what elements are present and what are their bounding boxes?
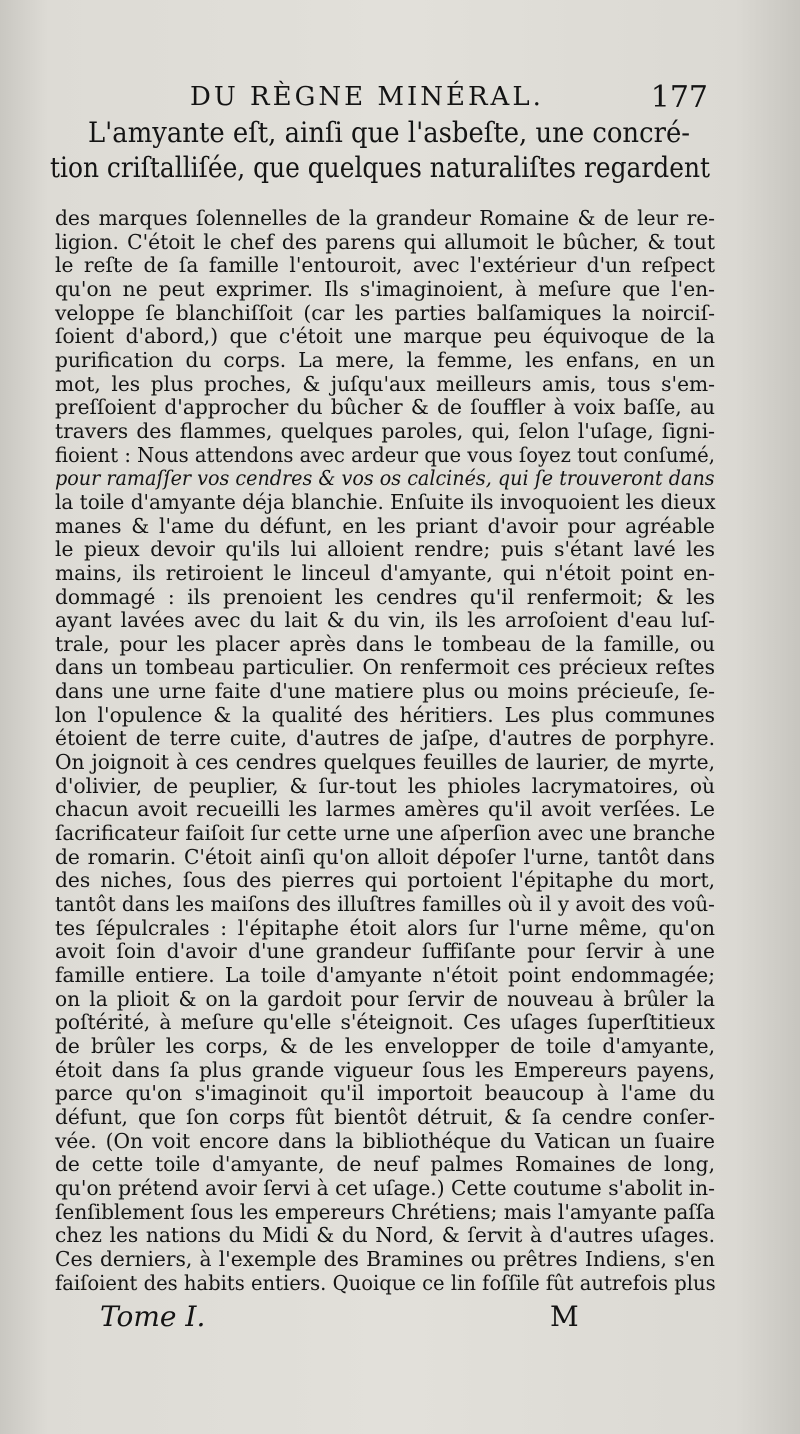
page-number: 177 — [650, 80, 708, 115]
text-line: d'olivier, de peuplier, & ſur-tout les phioles lacrymatoires, où — [55, 773, 715, 798]
text-line: qu'on prétend avoir ſervi à cet uſage.) Cette coutume s'abolit in- — [55, 1175, 715, 1200]
text-line: la toile d'amyante déja blanchie. Enſuite ils invoquoient les dieux — [55, 489, 716, 514]
text-line: mot, les plus proches, & juſqu'aux meilleurs amis, tous s'em- — [55, 371, 715, 396]
text-line: ſoient d'abord,) que c'étoit une marque peu équivoque de la — [55, 324, 715, 349]
text-line: famille entiere. La toile d'amyante n'étoit point endommagée; — [55, 963, 715, 987]
page-footer — [100, 1300, 600, 1340]
overlay-line: L'amyante eſt, ainſi que l'asbeſte, une concré- — [88, 116, 691, 149]
text-line: On joignoit à ces cendres quelques feuilles de laurier, de myrte, — [55, 750, 715, 775]
text-line: travers des flammes, quelques paroles, qui, ſelon l'uſage, ſigni- — [55, 418, 715, 443]
text-line: ſacrificateur faiſoit ſur cette urne une aſperſion avec une branche — [55, 821, 716, 846]
text-line: avoit ſoin d'avoir d'une grandeur ſuffiſante pour ſervir à une — [55, 939, 715, 964]
volume-label: Tome I. — [100, 1300, 206, 1333]
text-line: dans une urne faite d'une matiere plus ou moins précieuſe, ſe- — [55, 679, 715, 704]
text-line: de cette toile d'amyante, de neuf palmes Romaines de long, — [55, 1152, 715, 1177]
text-line: poſtérité, à meſure qu'elle s'éteignoit. Ces uſages ſuperſtitieux — [55, 1010, 715, 1035]
text-line: ſenſiblement ſous les empereurs Chrétiens; mais l'amyante paſſa — [55, 1199, 716, 1224]
text-line: étoient de terre cuite, d'autres de jaſpe, d'autres de porphyre. — [55, 726, 715, 751]
text-line: vée. (On voit encore dans la bibliothéque du Vatican un ſuaire — [55, 1128, 715, 1153]
text-line: lon l'opulence & la qualité des héritiers. Les plus communes — [55, 702, 715, 727]
text-line: le pieux devoir qu'ils lui alloient rendre; puis s'étant lavé les — [55, 537, 715, 562]
text-line: chez les nations du Midi & du Nord, & ſervit à d'autres uſages. — [55, 1223, 715, 1248]
signature-mark: M — [550, 1300, 579, 1333]
running-title: DU RÈGNE MINÉRAL. — [190, 82, 544, 112]
text-line: tantôt dans les maiſons des illuſtres familles où il y avoit des voû- — [55, 892, 715, 917]
text-line: faiſoient des habits entiers. Quoique ce lin foſſile fût autrefois plus — [55, 1270, 716, 1295]
text-line: purification du corps. La mere, la femme, les enfans, en un — [55, 347, 715, 372]
text-line: pour ramaſſer vos cendres & vos os calcinés, qui ſe trouveront dans — [55, 466, 715, 491]
text-line: étoit dans ſa plus grande vigueur ſous les Empereurs payens, — [55, 1057, 715, 1082]
text-line: le reſte de ſa famille l'entouroit, avec l'extérieur d'un reſpect — [55, 253, 715, 278]
text-line: manes & l'ame du défunt, en les priant d'avoir pour agréable — [55, 513, 715, 538]
text-line: mains, ils retiroient le linceul d'amyante, qui n'étoit point en- — [55, 560, 715, 585]
body-text — [55, 207, 715, 1295]
text-line: de romarin. C'étoit ainſi qu'on alloit dépoſer l'urne, tantôt dans — [55, 844, 715, 869]
text-line: qu'on ne peut exprimer. Ils s'imaginoient, à meſure que l'en- — [55, 276, 715, 301]
text-line: veloppe ſe blanchiſſoit (car les parties balſamiques la noirciſ- — [55, 300, 715, 325]
overlay-line: tion criſtalliſée, que quelques naturaliſtes regardent — [50, 151, 710, 184]
text-line: preſſoient d'approcher du bûcher & de ſouffler à voix baſſe, au — [55, 395, 715, 420]
text-line: des niches, ſous des pierres qui portoient l'épitaphe du mort, — [55, 868, 715, 893]
text-line: de brûler les corps, & de les envelopper de toile d'amyante, — [55, 1033, 715, 1058]
text-line: ligion. C'étoit le chef des parens qui allumoit le bûcher, & tout — [55, 229, 715, 254]
text-line: trale, pour les placer après dans le tombeau de la famille, ou — [55, 631, 715, 656]
text-line: dommagé : ils prenoient les cendres qu'il renfermoit; & les — [55, 584, 715, 609]
text-line: des marques ſolennelles de la grandeur Romaine & de leur re- — [55, 206, 715, 230]
text-line: dans un tombeau particulier. On renfermoit ces précieux reſtes — [55, 655, 715, 680]
text-line: fioient : Nous attendons avec ardeur que vous ſoyez tout conſumé, — [55, 442, 715, 467]
text-line: tes ſépulcrales : l'épitaphe étoit alors ſur l'urne même, qu'on — [55, 915, 715, 940]
text-line: Ces derniers, à l'exemple des Bramines ou prêtres Indiens, s'en — [55, 1246, 715, 1271]
text-line: parce qu'on s'imaginoit qu'il importoit beaucoup à l'ame du — [55, 1081, 715, 1106]
text-line: ayant lavées avec du lait & du vin, ils les arroſoient d'eau luſ- — [55, 608, 715, 633]
text-line: chacun avoit recueilli les larmes amères qu'il avoit verſées. Le — [55, 797, 715, 822]
text-line: on la plioit & on la gardoit pour ſervir de nouveau à brûler la — [55, 986, 715, 1011]
text-line: défunt, que ſon corps fût bientôt détruit, & ſa cendre conſer- — [55, 1104, 715, 1129]
